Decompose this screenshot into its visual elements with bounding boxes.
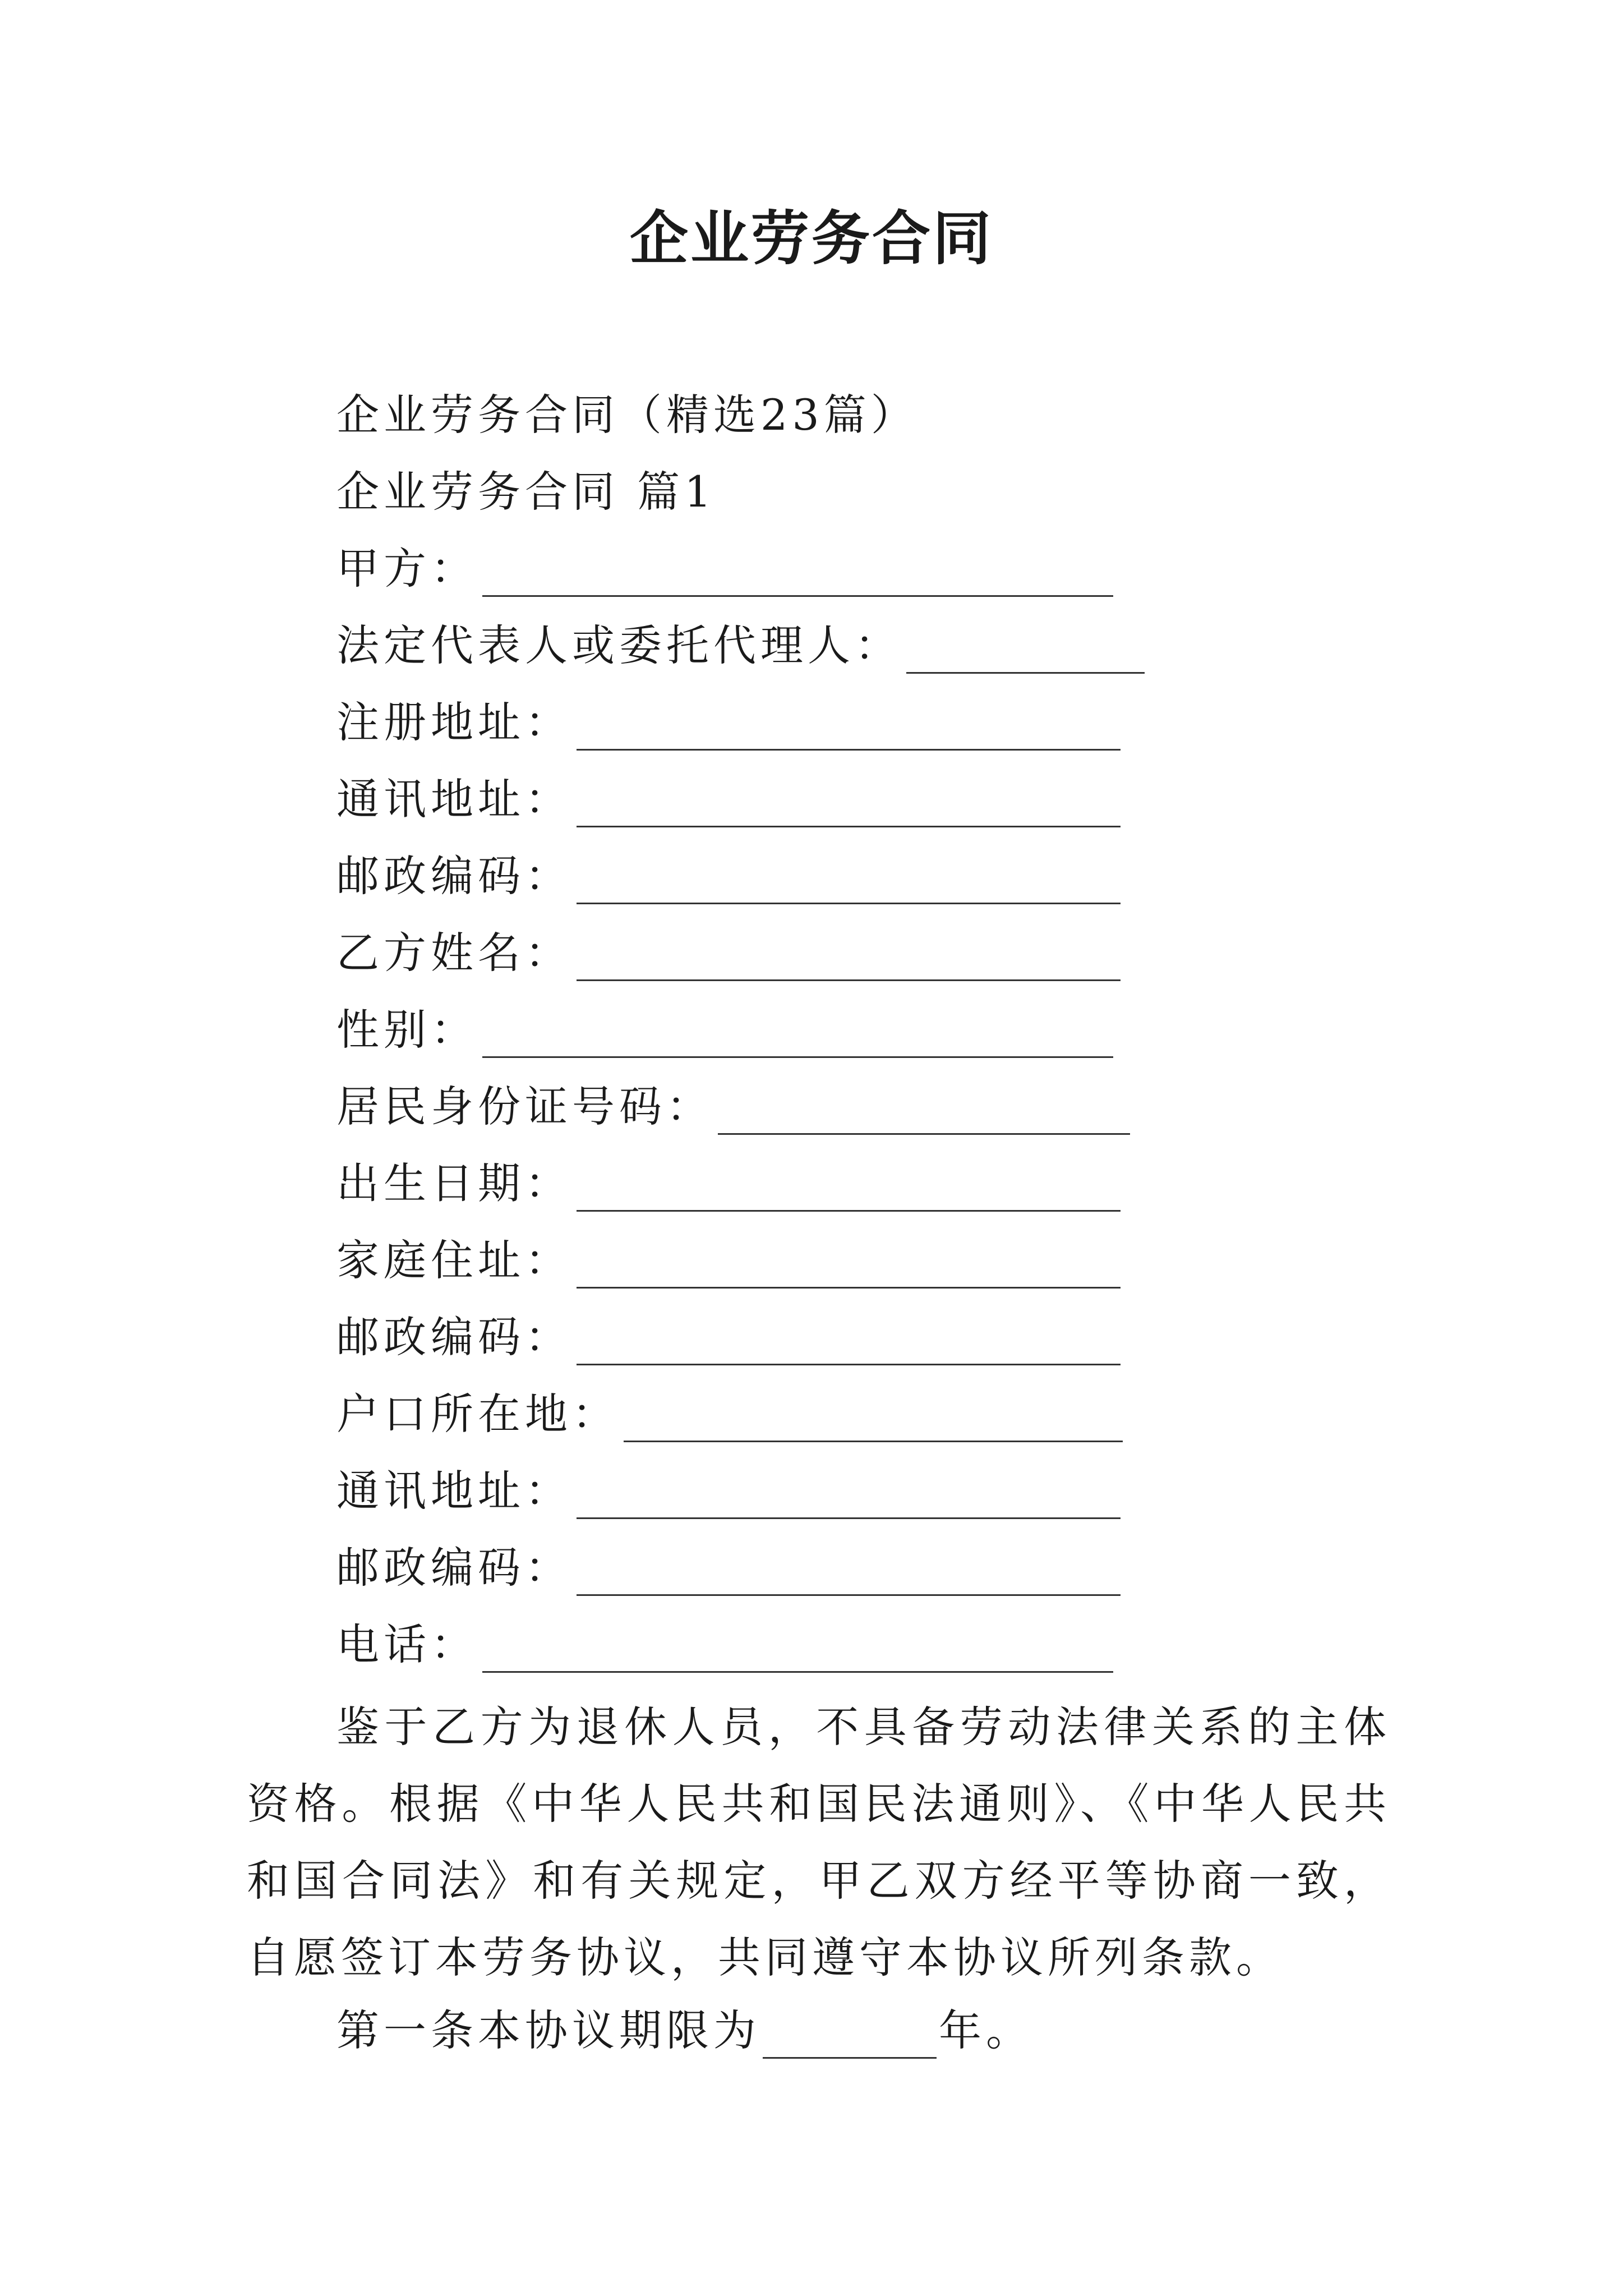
fill-blank[interactable] xyxy=(577,1557,1121,1596)
fill-blank[interactable] xyxy=(577,1250,1121,1289)
field-legal-representative xyxy=(336,618,1391,674)
field-label: 居民身份证号码： xyxy=(336,1082,713,1131)
field-label: 性别： xyxy=(336,1005,478,1055)
field-label: 注册地址： xyxy=(336,697,572,747)
fill-blank[interactable] xyxy=(577,712,1121,751)
field-postal-code-a xyxy=(336,848,1391,904)
fill-blank[interactable] xyxy=(482,1019,1113,1058)
field-label: 邮政编码： xyxy=(336,1543,572,1593)
field-label: 通讯地址： xyxy=(336,774,572,824)
fill-blank[interactable] xyxy=(577,1480,1121,1519)
document-subtitle: 企业劳务合同（精选23篇） xyxy=(336,390,918,440)
fill-blank[interactable] xyxy=(763,2020,937,2059)
fill-blank[interactable] xyxy=(577,942,1121,981)
field-label: 户口所在地： xyxy=(336,1389,619,1439)
field-postal-code-b xyxy=(336,1540,1391,1596)
field-birth-date xyxy=(336,1156,1391,1212)
fill-blank[interactable] xyxy=(577,866,1121,904)
field-mailing-address-b xyxy=(336,1463,1391,1519)
article-1 xyxy=(336,2003,1391,2059)
document-title: 企业劳务合同 xyxy=(629,204,993,273)
field-gender xyxy=(336,1002,1391,1058)
field-home-address xyxy=(336,1232,1391,1289)
field-party-b-name xyxy=(336,925,1391,981)
field-label: 出生日期： xyxy=(336,1158,572,1208)
article-1-prefix: 第一条本协议期限为 xyxy=(336,2005,760,2055)
fill-blank[interactable] xyxy=(718,1096,1130,1135)
field-postal-code-home xyxy=(336,1309,1391,1365)
field-label: 邮政编码： xyxy=(336,851,572,901)
field-label: 家庭住址： xyxy=(336,1235,572,1285)
recital-paragraph: 鉴于乙方为退休人员，不具备劳动法律关系的主体资格。根据《中华人民共和国民法通则》、《中华人民共和国合同法》和有关规定，甲乙双方经平等协商一致，自愿签订本劳务协议，共同遵守本协议所列条款。 xyxy=(247,1702,1391,1982)
article-1-suffix: 年。 xyxy=(939,2005,1033,2055)
fill-blank[interactable] xyxy=(482,558,1113,597)
fill-blank[interactable] xyxy=(624,1404,1123,1442)
fill-blank[interactable] xyxy=(482,1634,1113,1673)
field-label: 邮政编码： xyxy=(336,1312,572,1362)
field-label: 通讯地址： xyxy=(336,1466,572,1516)
field-id-number xyxy=(336,1079,1391,1135)
fill-blank[interactable] xyxy=(577,1173,1121,1212)
field-label: 乙方姓名： xyxy=(336,928,572,978)
fill-blank[interactable] xyxy=(906,635,1145,674)
field-phone xyxy=(336,1617,1391,1673)
field-party-a xyxy=(336,541,1391,597)
fill-blank[interactable] xyxy=(577,789,1121,827)
fill-blank[interactable] xyxy=(577,1327,1121,1365)
field-mailing-address-a xyxy=(336,771,1391,827)
field-label: 法定代表人或委托代理人： xyxy=(336,620,902,670)
field-registered-address xyxy=(336,694,1391,751)
field-label: 甲方： xyxy=(336,544,478,593)
field-household-registration xyxy=(336,1386,1391,1442)
section-heading: 企业劳务合同 篇1 xyxy=(336,467,716,517)
field-label: 电话： xyxy=(336,1619,478,1669)
